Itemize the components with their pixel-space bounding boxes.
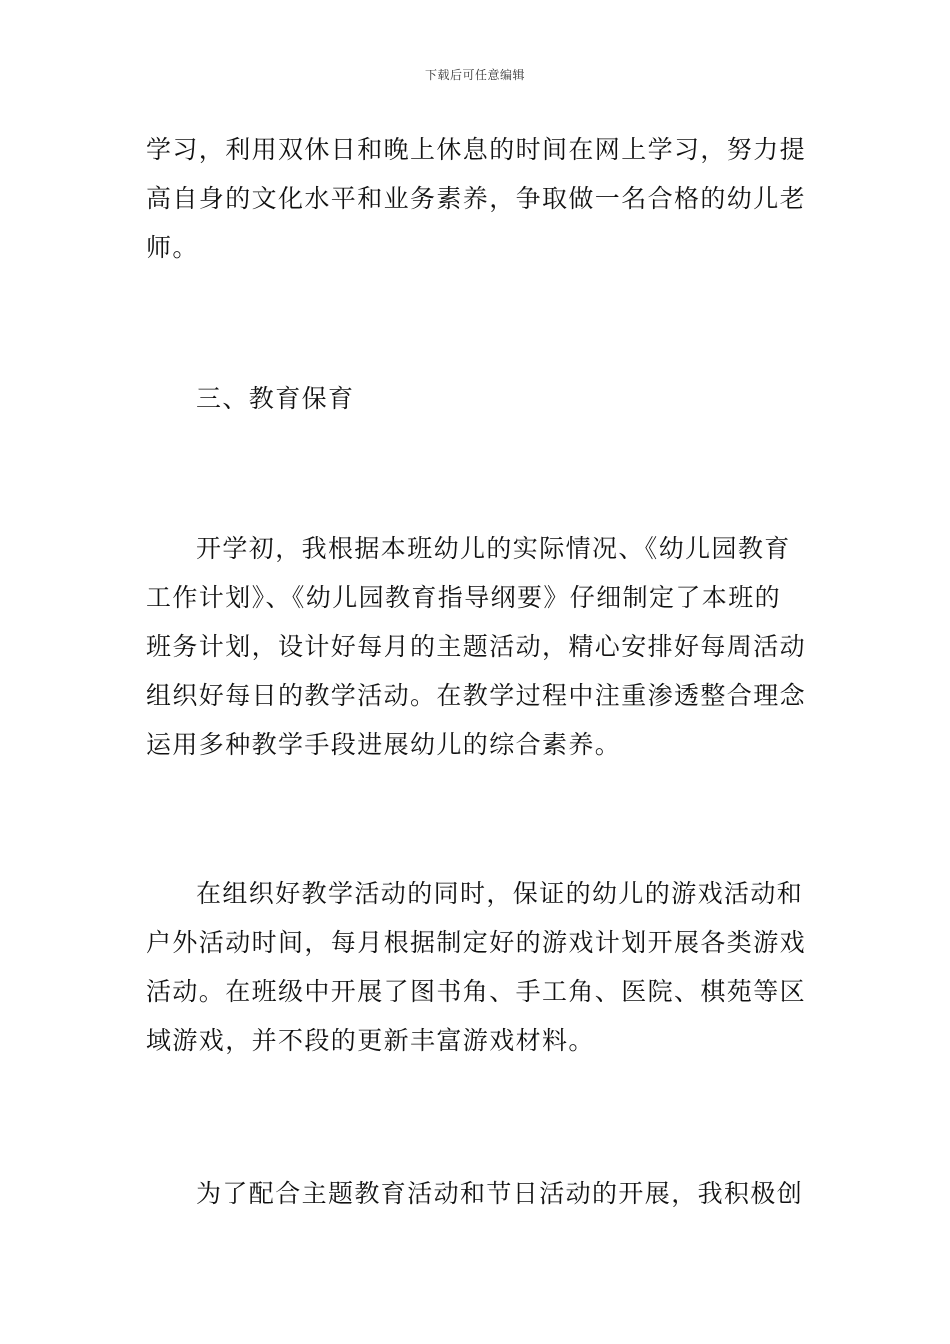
text-line: 组织好每日的教学活动。在教学过程中注重渗透整合理念 <box>146 681 807 710</box>
text-line: 开学初，我根据本班幼儿的实际情况、《幼儿园教育 <box>196 534 791 563</box>
text-line: 户外活动时间，每月根据制定好的游戏计划开展各类游戏 <box>146 928 807 957</box>
text-line: 高自身的文化水平和业务素养，争取做一名合格的幼儿老 <box>146 184 807 213</box>
text-line: 学习，利用双休日和晚上休息的时间在网上学习，努力提 <box>146 135 807 164</box>
section-heading <box>146 374 806 423</box>
text-line: 工作计划》、《幼儿园教育指导纲要》仔细制定了本班的 <box>146 583 782 612</box>
paragraph-continuation <box>146 125 806 272</box>
text-line: 活动。在班级中开展了图书角、手工角、医院、棋苑等区 <box>146 977 807 1006</box>
text-line: 师。 <box>146 233 199 262</box>
text-line: 在组织好教学活动的同时，保证的幼儿的游戏活动和 <box>196 879 804 908</box>
text-line: 运用多种教学手段进展幼儿的综合素养。 <box>146 730 622 759</box>
text-line: 班务计划，设计好每月的主题活动，精心安排好每周活动 <box>146 632 807 661</box>
text-line: 域游戏，并不段的更新丰富游戏材料。 <box>146 1026 595 1055</box>
page-header: 下载后可任意编辑 <box>424 68 525 82</box>
paragraph-game-activities <box>146 869 806 1065</box>
text-line: 为了配合主题教育活动和节日活动的开展，我积极创 <box>196 1179 804 1208</box>
paragraph-teaching-plan <box>146 524 806 769</box>
heading-line: 三、教育保育 <box>196 384 355 413</box>
paragraph-theme-activities <box>146 1169 806 1218</box>
